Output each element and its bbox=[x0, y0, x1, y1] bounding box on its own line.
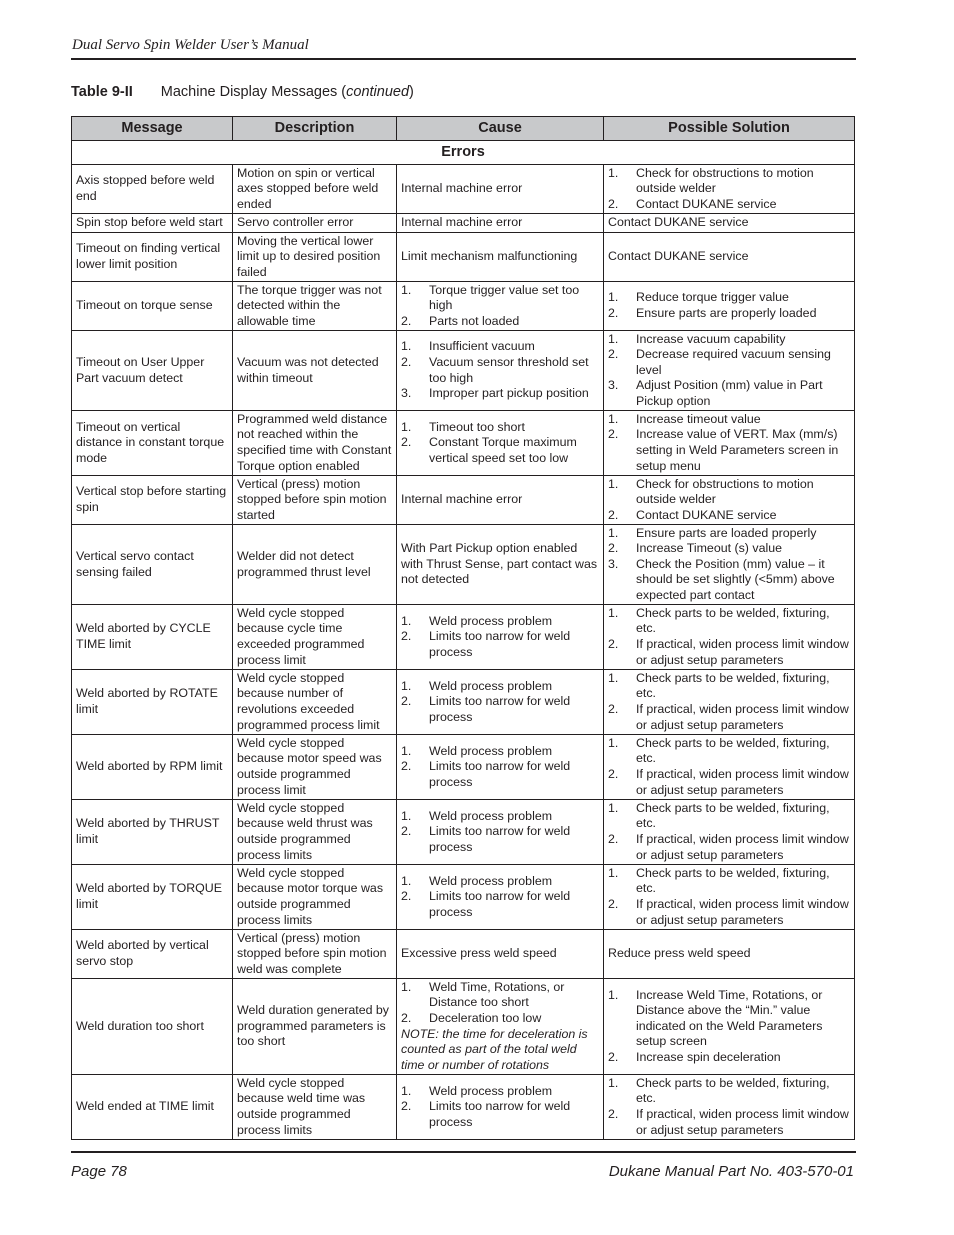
solution-list-item bbox=[608, 427, 850, 474]
cause-cell: With Part Pickup option enabled with Thrust Sense, part contact was not detected bbox=[397, 525, 604, 605]
table-row bbox=[72, 331, 855, 411]
cause-list bbox=[401, 980, 599, 1027]
cause-cell: Internal machine error bbox=[397, 476, 604, 525]
list-item-text: If practical, widen process limit window or adjust setup parameters bbox=[636, 897, 849, 927]
message-cell: Timeout on torque sense bbox=[72, 282, 233, 331]
description-cell: Vertical (press) motion stopped before spin motion started bbox=[233, 476, 397, 525]
solution-cell bbox=[604, 979, 855, 1075]
list-item-number: 2. bbox=[401, 435, 412, 450]
list-item-text: If practical, widen process limit window or adjust setup parameters bbox=[636, 637, 849, 667]
list-item-text: Check for obstructions to motion outside welder bbox=[636, 165, 814, 196]
solution-cell bbox=[604, 800, 855, 865]
list-item-text: Increase Weld Time, Rotations, or Distance above the “Min.” value indicated on the Weld Parameters setup screen bbox=[636, 987, 823, 1049]
cause-list-item bbox=[401, 339, 599, 355]
list-item-text: Check parts to be welded, fixturing, etc. bbox=[636, 670, 830, 701]
list-item-text: Increase spin deceleration bbox=[636, 1049, 781, 1064]
cause-list-item bbox=[401, 809, 599, 825]
list-item-number: 1. bbox=[608, 476, 619, 491]
solution-cell: Contact DUKANE service bbox=[604, 233, 855, 282]
table-number: Table 9-II bbox=[71, 84, 133, 100]
list-item-number: 2. bbox=[608, 347, 619, 362]
message-cell: Weld duration too short bbox=[72, 979, 233, 1075]
cause-list-item bbox=[401, 614, 599, 630]
message-cell: Axis stopped before weld end bbox=[72, 165, 233, 214]
description-cell: Weld cycle stopped because motor torque was outside programmed process limits bbox=[233, 865, 397, 930]
list-item-text: Check parts to be welded, fixturing, etc. bbox=[636, 605, 830, 636]
list-item-number: 1. bbox=[608, 735, 619, 750]
running-header: Dual Servo Spin Welder User’s Manual bbox=[72, 37, 309, 53]
machine-messages-table bbox=[71, 116, 855, 1140]
list-item-text: Increase Timeout (s) value bbox=[636, 541, 782, 556]
table-row bbox=[72, 800, 855, 865]
cause-list-item bbox=[401, 283, 599, 314]
list-item-text: If practical, widen process limit window or adjust setup parameters bbox=[636, 1107, 849, 1137]
cause-list bbox=[401, 339, 599, 401]
cause-cell bbox=[397, 331, 604, 411]
solution-list bbox=[608, 477, 850, 524]
list-item-number: 2. bbox=[401, 313, 412, 328]
table-title-end: ) bbox=[409, 84, 414, 100]
cause-list-item bbox=[401, 386, 599, 402]
list-item-text: Constant Torque maximum vertical speed set too low bbox=[429, 435, 577, 465]
solution-list-item bbox=[608, 290, 850, 306]
solution-list-item bbox=[608, 801, 850, 832]
list-item-text: Check parts to be welded, fixturing, etc. bbox=[636, 1075, 830, 1106]
list-item-text: Weld process problem bbox=[429, 613, 553, 628]
cause-list-item bbox=[401, 759, 599, 790]
cause-cell: Internal machine error bbox=[397, 165, 604, 214]
solution-list-item bbox=[608, 767, 850, 798]
solution-list-item bbox=[608, 477, 850, 508]
message-cell: Spin stop before weld start bbox=[72, 214, 233, 233]
solution-list bbox=[608, 332, 850, 410]
cause-list-item bbox=[401, 980, 599, 1011]
list-item-number: 1. bbox=[401, 743, 412, 758]
table-header-row bbox=[72, 117, 855, 141]
solution-list-item bbox=[608, 332, 850, 348]
message-cell: Timeout on vertical distance in constant torque mode bbox=[72, 411, 233, 476]
section-row bbox=[72, 141, 855, 165]
list-item-text: Improper part pickup position bbox=[429, 386, 589, 401]
cause-list-item bbox=[401, 889, 599, 920]
solution-list-item bbox=[608, 557, 850, 604]
list-item-number: 3. bbox=[401, 386, 412, 401]
message-cell: Weld aborted by vertical servo stop bbox=[72, 930, 233, 979]
solution-list-item bbox=[608, 671, 850, 702]
solution-list-item bbox=[608, 197, 850, 213]
message-cell: Vertical servo contact sensing failed bbox=[72, 525, 233, 605]
solution-cell bbox=[604, 735, 855, 800]
solution-cell bbox=[604, 282, 855, 331]
list-item-text: Parts not loaded bbox=[429, 313, 520, 328]
list-item-number: 2. bbox=[608, 702, 619, 716]
list-item-text: Check the Position (mm) value – it should be set slightly (<5mm) above expected part contact bbox=[636, 556, 835, 602]
list-item-number: 1. bbox=[401, 808, 412, 823]
description-cell: Weld cycle stopped because cycle time exceeded programmed process limit bbox=[233, 605, 397, 670]
list-item-number: 1. bbox=[608, 1075, 619, 1090]
cause-list-item bbox=[401, 694, 599, 725]
description-cell: Vertical (press) motion stopped before spin motion weld was complete bbox=[233, 930, 397, 979]
cause-cell: Excessive press weld speed bbox=[397, 930, 604, 979]
table-row bbox=[72, 282, 855, 331]
list-item-text: Insufficient vacuum bbox=[429, 339, 535, 354]
message-cell: Weld ended at TIME limit bbox=[72, 1075, 233, 1140]
solution-list-item bbox=[608, 347, 850, 378]
description-cell: Weld duration generated by programmed parameters is too short bbox=[233, 979, 397, 1075]
list-item-text: Increase timeout value bbox=[636, 411, 761, 426]
list-item-number: 1. bbox=[608, 165, 619, 180]
solution-list-item bbox=[608, 897, 850, 928]
solution-cell bbox=[604, 476, 855, 525]
column-header-message: Message bbox=[72, 117, 233, 141]
list-item-number: 1. bbox=[401, 419, 412, 434]
list-item-number: 2. bbox=[401, 629, 412, 644]
list-item-text: Check parts to be welded, fixturing, etc. bbox=[636, 800, 830, 831]
message-cell: Vertical stop before starting spin bbox=[72, 476, 233, 525]
solution-list bbox=[608, 866, 850, 928]
list-item-text: If practical, widen process limit window or adjust setup parameters bbox=[636, 767, 849, 797]
page-number: Page 78 bbox=[71, 1163, 127, 1180]
list-item-number: 1. bbox=[401, 678, 412, 693]
table-title: Machine Display Messages ( bbox=[160, 84, 347, 100]
solution-list bbox=[608, 290, 850, 321]
list-item-number: 3. bbox=[608, 556, 619, 571]
list-item-text: Limits too narrow for weld process bbox=[429, 824, 571, 854]
solution-list-item bbox=[608, 306, 850, 322]
cause-list-item bbox=[401, 679, 599, 695]
list-item-number: 2. bbox=[608, 832, 619, 846]
cause-list-item bbox=[401, 1099, 599, 1130]
cause-list-item bbox=[401, 629, 599, 660]
table-row bbox=[72, 605, 855, 670]
section-title-errors: Errors bbox=[72, 141, 855, 165]
list-item-number: 1. bbox=[608, 290, 619, 305]
cause-note: NOTE: the time for deceleration is counted as part of the total weld time or number of rotations bbox=[401, 1026, 588, 1072]
list-item-number: 1. bbox=[401, 282, 412, 297]
message-cell: Weld aborted by CYCLE TIME limit bbox=[72, 605, 233, 670]
description-cell: Motion on spin or vertical axes stopped before weld ended bbox=[233, 165, 397, 214]
solution-list-item bbox=[608, 702, 850, 733]
solution-cell bbox=[604, 165, 855, 214]
list-item-number: 1. bbox=[608, 865, 619, 880]
table-row bbox=[72, 670, 855, 735]
solution-cell bbox=[604, 1075, 855, 1140]
cause-list-item bbox=[401, 824, 599, 855]
solution-list bbox=[608, 412, 850, 474]
description-cell: Weld cycle stopped because weld thrust was outside programmed process limits bbox=[233, 800, 397, 865]
cause-cell bbox=[397, 865, 604, 930]
list-item-text: Limits too narrow for weld process bbox=[429, 889, 571, 919]
cause-cell: Limit mechanism malfunctioning bbox=[397, 233, 604, 282]
list-item-number: 2. bbox=[608, 306, 619, 320]
list-item-number: 2. bbox=[608, 196, 619, 211]
solution-list bbox=[608, 1076, 850, 1138]
message-cell: Weld aborted by RPM limit bbox=[72, 735, 233, 800]
list-item-text: Check for obstructions to motion outside welder bbox=[636, 476, 814, 507]
list-item-text: Ensure parts are properly loaded bbox=[636, 306, 817, 320]
cause-list-item bbox=[401, 314, 599, 330]
list-item-text: Weld process problem bbox=[429, 1083, 553, 1098]
list-item-text: Vacuum sensor threshold set too high bbox=[429, 354, 589, 385]
description-cell: Programmed weld distance not reached within the specified time with Constant Torque option enabled bbox=[233, 411, 397, 476]
cause-cell bbox=[397, 1075, 604, 1140]
solution-list-item bbox=[608, 526, 850, 542]
list-item-number: 2. bbox=[401, 824, 412, 839]
cause-list bbox=[401, 809, 599, 856]
table-row bbox=[72, 735, 855, 800]
solution-list-item bbox=[608, 541, 850, 557]
list-item-number: 2. bbox=[608, 637, 619, 651]
message-cell: Timeout on User Upper Part vacuum detect bbox=[72, 331, 233, 411]
description-cell: Vacuum was not detected within timeout bbox=[233, 331, 397, 411]
list-item-text: Torque trigger value set too high bbox=[429, 282, 580, 313]
list-item-text: Decrease required vacuum sensing level bbox=[636, 347, 831, 377]
list-item-number: 1. bbox=[401, 873, 412, 888]
list-item-text: Deceleration too low bbox=[429, 1010, 542, 1025]
solution-list-item bbox=[608, 508, 850, 524]
list-item-number: 1. bbox=[608, 670, 619, 685]
solution-cell bbox=[604, 670, 855, 735]
cause-cell bbox=[397, 979, 604, 1075]
list-item-number: 2. bbox=[401, 759, 412, 774]
list-item-text: Weld process problem bbox=[429, 678, 553, 693]
cause-list-item bbox=[401, 420, 599, 436]
solution-list-item bbox=[608, 606, 850, 637]
list-item-text: Weld process problem bbox=[429, 743, 553, 758]
column-header-cause: Cause bbox=[397, 117, 604, 141]
message-cell: Timeout on finding vertical lower limit position bbox=[72, 233, 233, 282]
cause-list-item bbox=[401, 355, 599, 386]
solution-list bbox=[608, 606, 850, 668]
list-item-number: 2. bbox=[608, 767, 619, 781]
cause-cell bbox=[397, 411, 604, 476]
cause-list bbox=[401, 679, 599, 726]
cause-cell: Internal machine error bbox=[397, 214, 604, 233]
list-item-text: If practical, widen process limit window or adjust setup parameters bbox=[636, 702, 849, 732]
solution-list-item bbox=[608, 412, 850, 428]
table-title-continued: continued bbox=[346, 84, 410, 100]
list-item-number: 2. bbox=[401, 354, 412, 369]
list-item-number: 1. bbox=[608, 987, 619, 1002]
description-cell: Welder did not detect programmed thrust level bbox=[233, 525, 397, 605]
cause-list-item bbox=[401, 1011, 599, 1027]
list-item-number: 2. bbox=[401, 1010, 412, 1025]
description-cell: Servo controller error bbox=[233, 214, 397, 233]
list-item-number: 1. bbox=[401, 613, 412, 628]
cause-list bbox=[401, 420, 599, 467]
solution-list bbox=[608, 801, 850, 863]
cause-list bbox=[401, 614, 599, 661]
solution-list-item bbox=[608, 378, 850, 409]
description-cell: Weld cycle stopped because weld time was outside programmed process limits bbox=[233, 1075, 397, 1140]
table-row bbox=[72, 411, 855, 476]
solution-cell bbox=[604, 865, 855, 930]
solution-cell: Contact DUKANE service bbox=[604, 214, 855, 233]
table-row bbox=[72, 979, 855, 1075]
cause-list bbox=[401, 1084, 599, 1131]
message-cell: Weld aborted by THRUST limit bbox=[72, 800, 233, 865]
list-item-text: Weld Time, Rotations, or Distance too short bbox=[429, 979, 565, 1010]
table-row bbox=[72, 476, 855, 525]
list-item-number: 1. bbox=[608, 525, 619, 540]
list-item-text: Reduce torque trigger value bbox=[636, 290, 789, 305]
list-item-number: 3. bbox=[608, 378, 619, 393]
table-row bbox=[72, 930, 855, 979]
list-item-text: Weld process problem bbox=[429, 808, 553, 823]
solution-list-item bbox=[608, 637, 850, 668]
description-cell: Weld cycle stopped because motor speed was outside programmed process limit bbox=[233, 735, 397, 800]
header-rule bbox=[71, 58, 856, 60]
solution-cell bbox=[604, 605, 855, 670]
list-item-number: 1. bbox=[608, 800, 619, 815]
list-item-text: Increase value of VERT. Max (mm/s) setting in Weld Parameters screen in setup menu bbox=[636, 427, 839, 473]
solution-list bbox=[608, 988, 850, 1066]
list-item-text: Limits too narrow for weld process bbox=[429, 694, 571, 724]
solution-list-item bbox=[608, 736, 850, 767]
solution-list bbox=[608, 526, 850, 604]
list-item-text: Increase vacuum capability bbox=[636, 331, 786, 346]
list-item-text: Limits too narrow for weld process bbox=[429, 629, 571, 659]
solution-list-item bbox=[608, 1050, 850, 1066]
list-item-text: Limits too narrow for weld process bbox=[429, 1099, 571, 1129]
list-item-text: Weld process problem bbox=[429, 873, 553, 888]
list-item-number: 2. bbox=[608, 507, 619, 522]
solution-list-item bbox=[608, 866, 850, 897]
list-item-number: 2. bbox=[401, 694, 412, 709]
list-item-number: 2. bbox=[401, 889, 412, 904]
solution-list-item bbox=[608, 988, 850, 1050]
table-row bbox=[72, 1075, 855, 1140]
list-item-number: 1. bbox=[401, 979, 412, 994]
solution-cell bbox=[604, 411, 855, 476]
list-item-number: 2. bbox=[608, 1049, 619, 1064]
list-item-number: 2. bbox=[401, 1099, 412, 1114]
list-item-number: 2. bbox=[608, 427, 619, 442]
description-cell: Weld cycle stopped because number of revolutions exceeded programmed process limit bbox=[233, 670, 397, 735]
message-cell: Weld aborted by TORQUE limit bbox=[72, 865, 233, 930]
solution-list-item bbox=[608, 832, 850, 863]
list-item-number: 1. bbox=[608, 605, 619, 620]
list-item-text: Ensure parts are loaded properly bbox=[636, 525, 817, 540]
list-item-text: Check parts to be welded, fixturing, etc. bbox=[636, 735, 830, 766]
cause-list-item bbox=[401, 435, 599, 466]
cause-list bbox=[401, 283, 599, 330]
list-item-number: 2. bbox=[608, 541, 619, 556]
list-item-number: 2. bbox=[608, 897, 619, 911]
footer-rule bbox=[71, 1151, 856, 1153]
table-row bbox=[72, 214, 855, 233]
solution-list bbox=[608, 736, 850, 798]
list-item-number: 1. bbox=[608, 331, 619, 346]
cause-list bbox=[401, 744, 599, 791]
list-item-text: Check parts to be welded, fixturing, etc. bbox=[636, 865, 830, 896]
list-item-number: 2. bbox=[608, 1107, 619, 1121]
manual-part-number: Dukane Manual Part No. 403-570-01 bbox=[608, 1163, 854, 1180]
cause-cell bbox=[397, 800, 604, 865]
message-cell: Weld aborted by ROTATE limit bbox=[72, 670, 233, 735]
list-item-text: Contact DUKANE service bbox=[636, 507, 777, 522]
solution-list bbox=[608, 166, 850, 213]
cause-list-item bbox=[401, 874, 599, 890]
table-row bbox=[72, 525, 855, 605]
cause-list-item bbox=[401, 1084, 599, 1100]
list-item-text: Limits too narrow for weld process bbox=[429, 759, 571, 789]
cause-cell bbox=[397, 735, 604, 800]
table-caption bbox=[71, 84, 414, 100]
solution-list-item bbox=[608, 1107, 850, 1138]
list-item-text: If practical, widen process limit window or adjust setup parameters bbox=[636, 832, 849, 862]
solution-cell: Reduce press weld speed bbox=[604, 930, 855, 979]
cause-list bbox=[401, 874, 599, 921]
description-cell: The torque trigger was not detected within the allowable time bbox=[233, 282, 397, 331]
solution-cell bbox=[604, 525, 855, 605]
list-item-number: 1. bbox=[608, 411, 619, 426]
description-cell: Moving the vertical lower limit up to desired position failed bbox=[233, 233, 397, 282]
cause-list-item bbox=[401, 744, 599, 760]
table-row bbox=[72, 865, 855, 930]
list-item-text: Contact DUKANE service bbox=[636, 196, 777, 211]
solution-list-item bbox=[608, 1076, 850, 1107]
solution-list-item bbox=[608, 166, 850, 197]
list-item-number: 1. bbox=[401, 1083, 412, 1098]
solution-cell bbox=[604, 331, 855, 411]
cause-cell bbox=[397, 670, 604, 735]
solution-list bbox=[608, 671, 850, 733]
cause-cell bbox=[397, 605, 604, 670]
list-item-text: Timeout too short bbox=[429, 419, 525, 434]
table-row bbox=[72, 233, 855, 282]
list-item-number: 1. bbox=[401, 339, 412, 354]
column-header-description: Description bbox=[233, 117, 397, 141]
cause-cell bbox=[397, 282, 604, 331]
table-row bbox=[72, 165, 855, 214]
column-header-solution: Possible Solution bbox=[604, 117, 855, 141]
list-item-text: Adjust Position (mm) value in Part Pickup option bbox=[636, 378, 823, 408]
